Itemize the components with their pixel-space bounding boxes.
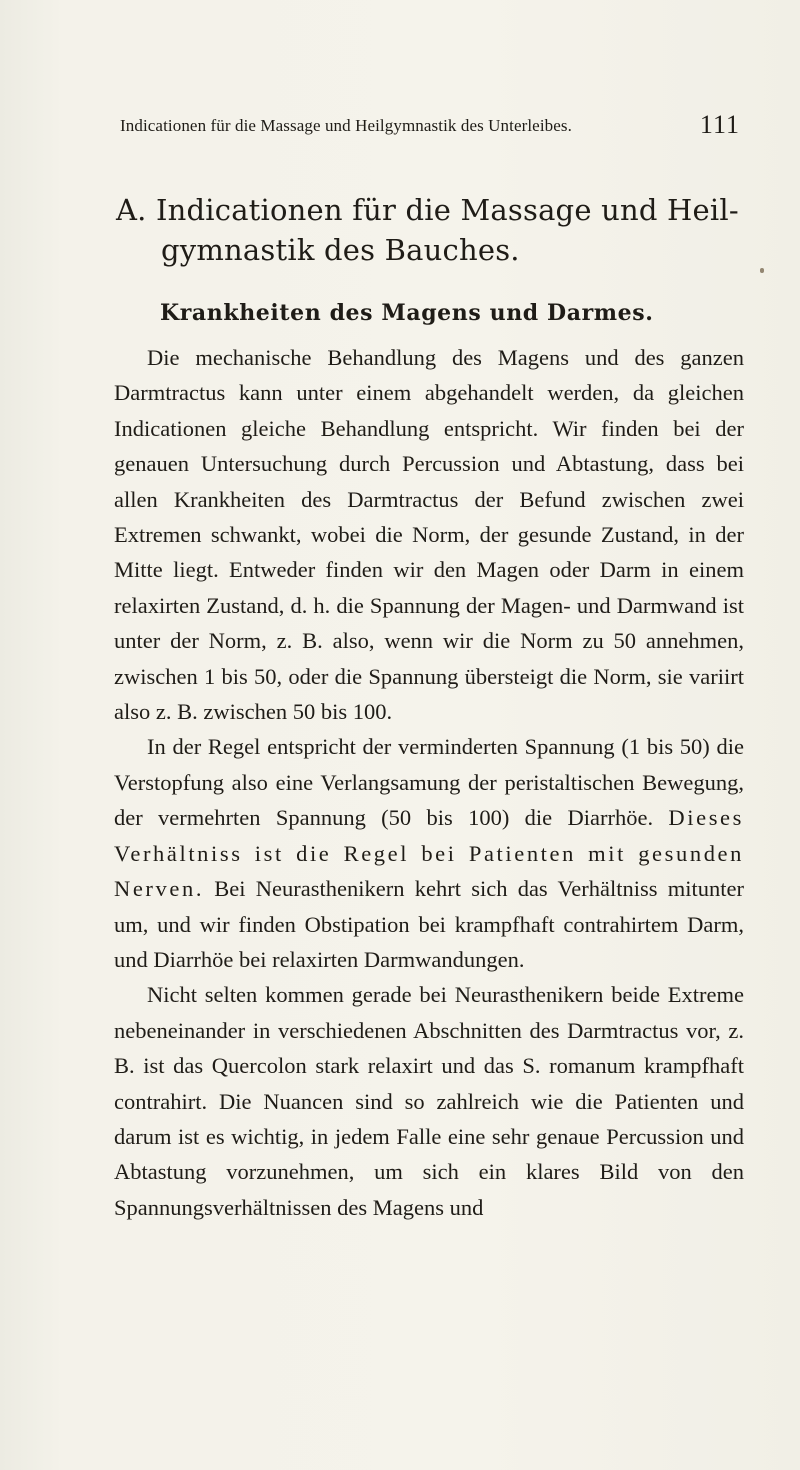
section-title [116,190,746,270]
paragraph-2-text-after: Bei Neurasthenikern kehrt sich das Verhältniss mitunter um, und wir finden Obstipation bei krampfhaft contrahirtem Darm, und Diarrhöe bei relaxirten Darmwandungen. [114,876,744,972]
paragraph-2 [114,729,744,977]
section-title-line-2: gymnastik des Bauches. [161,233,520,267]
page-number: 111 [699,110,740,139]
paragraph-2-emphasis: Dieses Verhältniss ist die Regel bei Patienten mit gesunden Nerven. [114,805,744,902]
section-title-line-1: A. Indicationen für die Massage und Heil- [116,193,739,227]
subsection-title: Krankheiten des Magens und Darmes. [160,300,654,326]
paragraph-1: Die mechanische Behandlung des Magens und des ganzen Darmtractus kann unter einem abgehandelt werden, da gleichen Indicationen gleiche Behandlung entspricht. Wir finden bei der genauen Untersuchung durch Percussion und Abtastung, dass bei allen Krankheiten des Darmtractus der Befund zwischen zwei Extremen schwankt, wobei die Norm, der gesunde Zustand, in der Mitte liegt. Entweder finden wir den Magen oder Darm in einem relaxirten Zustand, d. h. die Spannung der Magen- und Darmwand ist unter der Norm, z. B. also, wenn wir die Norm zu 50 annehmen, zwischen 1 bis 50, oder die Spannung übersteigt die Norm, sie variirt also z. B. zwischen 50 bis 100. [114,345,744,725]
body-text [114,340,744,1225]
running-head-title: Indicationen für die Massage und Heilgymnastik des Unterleibes. [120,116,572,135]
paragraph-3: Nicht selten kommen gerade bei Neurasthenikern beide Extreme nebeneinander in verschiedenen Abschnitten des Darmtractus vor, z. B. ist das Quercolon stark relaxirt und das S. romanum krampfhaft contrahirt. Die Nuancen sind so zahlreich wie die Patienten und darum ist es wichtig, in jedem Falle eine sehr genaue Percussion und Abtastung vorzunehmen, um sich ein klares Bild von den Spannungsverhältnissen des Magens und [114,982,744,1220]
paragraph-2-text-before: In der Regel entspricht der verminderten Spannung (1 bis 50) die Verstopfung also eine Verlangsamung der peristaltischen Bewegung, der vermehrten Spannung (50 bis 100) die Diarrhöe. [114,734,744,831]
margin-speck [760,268,764,273]
running-head [120,110,740,140]
